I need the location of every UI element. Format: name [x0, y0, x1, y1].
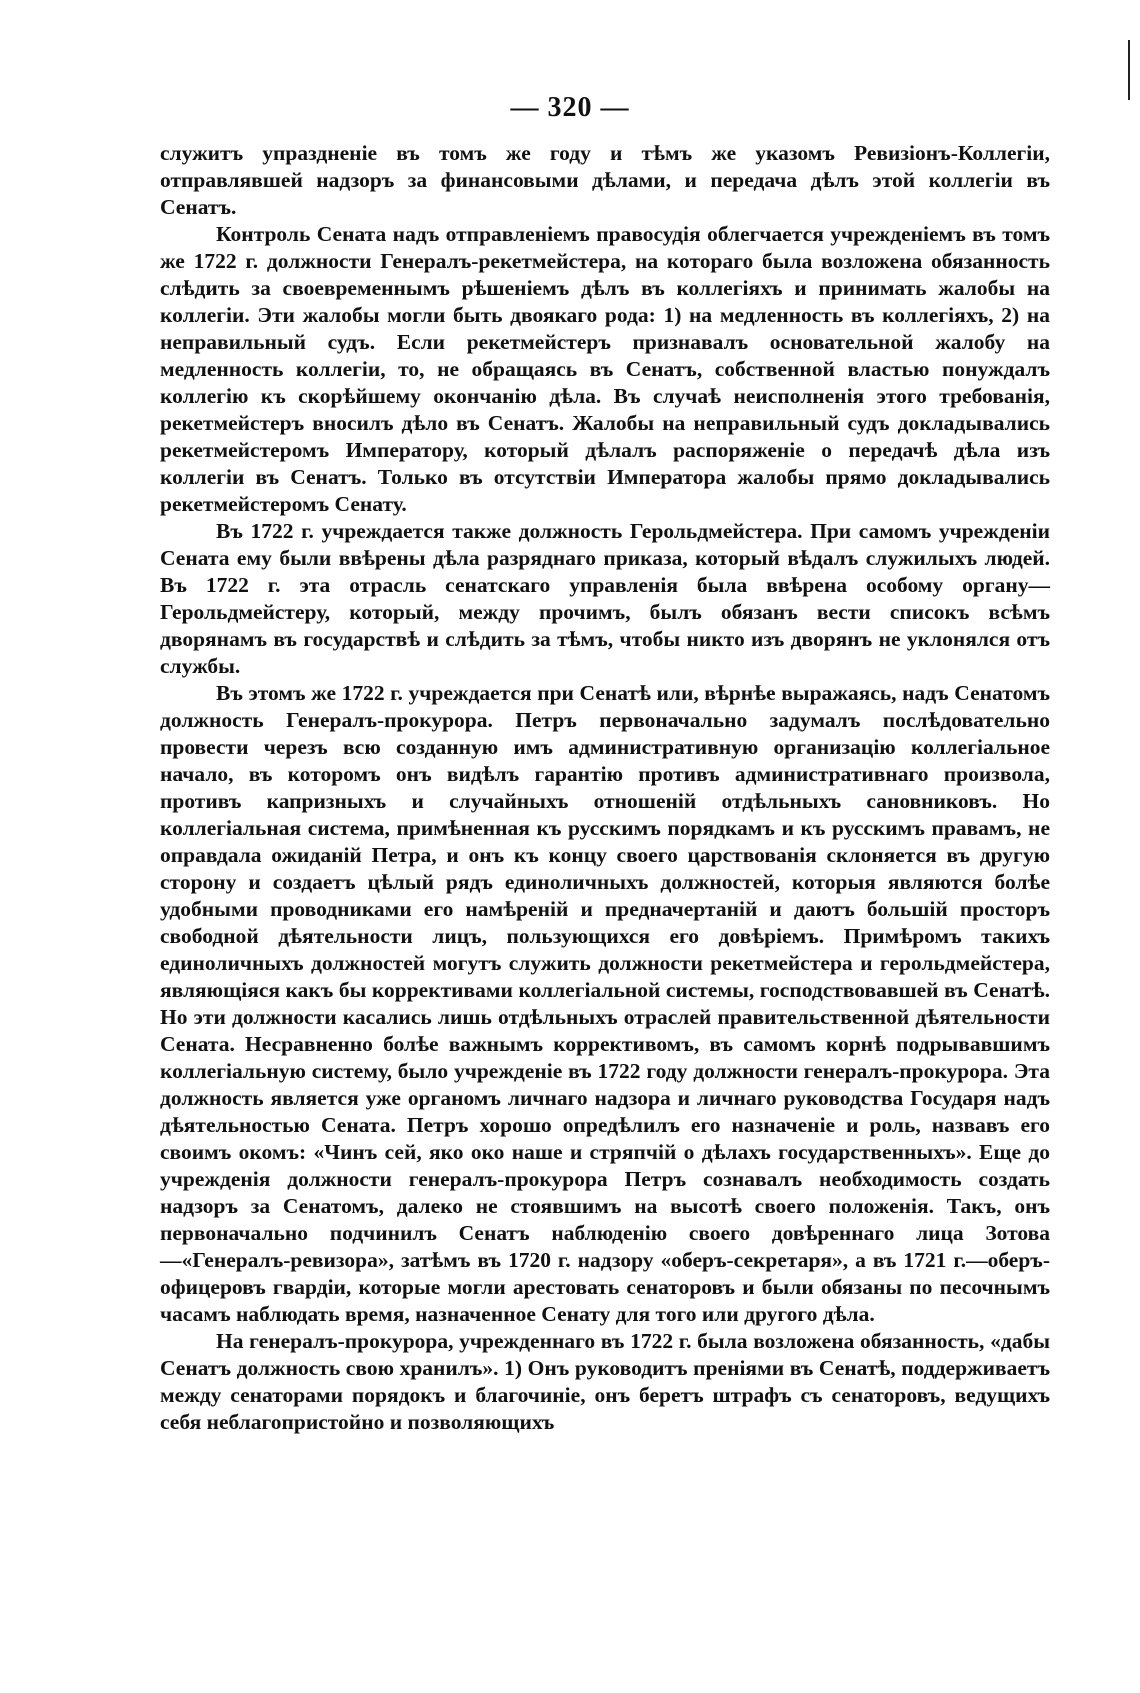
- paragraph-2: Контроль Сената надъ отправленіемъ правосудія облегчается учрежденіемъ въ томъ же 1722 г. должности Генералъ-рекетмейстера, на котораго была возложена обязанность слѣдить за своевременнымъ рѣшеніемъ дѣлъ въ коллегіяхъ и принимать жалобы на коллегіи. Эти жалобы могли быть двоякаго рода: 1) на медленность въ коллегіяхъ, 2) на неправильный судъ. Если рекетмейстеръ признавалъ основательной жалобу на медленность коллегіи, то, не обращаясь въ Сенатъ, собственной властью понуждалъ коллегію къ скорѣйшему окончанію дѣла. Въ случаѣ неисполненія этого требованія, рекетмейстеръ вносилъ дѣло въ Сенатъ. Жалобы на неправильный судъ докладывались рекетмейстеромъ Императору, который дѣлалъ распоряженіе о передачѣ дѣла изъ коллегіи въ Сенатъ. Только въ отсутствіи Императора жалобы прямо докладывались рекетмейстеромъ Сенату.: [160, 222, 1050, 516]
- paragraph-1: служитъ упраздненіе въ томъ же году и тѣмъ же указомъ Ревизіонъ-Коллегіи, отправлявшей надзоръ за финансовыми дѣлами, и передача дѣлъ этой коллегіи въ Сенатъ.: [160, 141, 1050, 219]
- scan-edge-mark: [1128, 40, 1130, 100]
- body-text: [160, 140, 1050, 1436]
- paragraph-4: Въ этомъ же 1722 г. учреждается при Сенатѣ или, вѣрнѣе выражаясь, надъ Сенатомъ должность Генералъ-прокурора. Петръ первоначально задумалъ послѣдовательно провести черезъ всю созданную имъ административную организацію коллегіальное начало, въ которомъ онъ видѣлъ гарантію противъ административнаго произвола, противъ капризныхъ и случайныхъ отношеній отдѣльныхъ сановниковъ. Но коллегіальная система, примѣненная къ русскимъ порядкамъ и къ русскимъ правамъ, не оправдала ожиданій Петра, и онъ къ концу своего царствованія склоняется въ другую сторону и создаетъ цѣлый рядъ единоличныхъ должностей, которыя являются болѣе удобными проводниками его намѣреній и предначертаній и даютъ большій просторъ свободной дѣятельности лицъ, пользующихся его довѣріемъ. Примѣромъ такихъ единоличныхъ должностей могутъ служить должности рекетмейстера и герольдмейстера, являющіяся какъ бы коррективами коллегіальной системы, господствовавшей въ Сенатѣ. Но эти должности касались лишь отдѣльныхъ отраслей правительственной дѣятельности Сената. Несравненно болѣе важнымъ коррективомъ, въ самомъ корнѣ подрывавшимъ коллегіальную систему, было учрежденіе въ 1722 году должности генералъ-прокурора. Эта должность является уже органомъ личнаго надзора и личнаго руководства Государя надъ дѣятельностью Сената. Петръ хорошо опредѣлилъ его назначеніе и роль, назвавъ его своимъ окомъ: «Чинъ сей, яко око наше и стряпчій о дѣлахъ государственныхъ». Еще до учрежденія должности генералъ-прокурора Петръ сознавалъ необходимость создать надзоръ за Сенатомъ, далеко не стоявшимъ на высотѣ своего положенія. Такъ, онъ первоначально подчинилъ Сенатъ наблюденію своего довѣреннаго лица Зотова—«Генералъ-ревизора», затѣмъ въ 1720 г. надзору «оберъ-секретаря», а въ 1721 г.—оберъ-офицеровъ гвардіи, которые могли арестовать сенаторовъ и были обязаны по песочнымъ часамъ наблюдать время, назначенное Сенату для того или другого дѣла.: [160, 681, 1050, 1326]
- page-number: — 320 —: [510, 92, 630, 123]
- paragraph-5: На генералъ-прокурора, учрежденнаго въ 1722 г. была возложена обязанность, «дабы Сенатъ должность свою хранилъ». 1) Онъ руководитъ преніями въ Сенатѣ, поддерживаетъ между сенаторами порядокъ и благочиніе, онъ беретъ штрафъ съ сенаторовъ, ведущихъ себя неблагопристойно и позволяющихъ: [160, 1329, 1050, 1434]
- paragraph-3: Въ 1722 г. учреждается также должность Герольдмейстера. При самомъ учрежденіи Сената ему были ввѣрены дѣла разряднаго приказа, который вѣдалъ служилыхъ людей. Въ 1722 г. эта отрасль сенатскаго управленія была ввѣрена особому органу—Герольдмейстеру, который, между прочимъ, былъ обязанъ вести списокъ всѣмъ дворянамъ въ государствѣ и слѣдить за тѣмъ, чтобы никто изъ дворянъ не уклонялся отъ службы.: [160, 519, 1050, 678]
